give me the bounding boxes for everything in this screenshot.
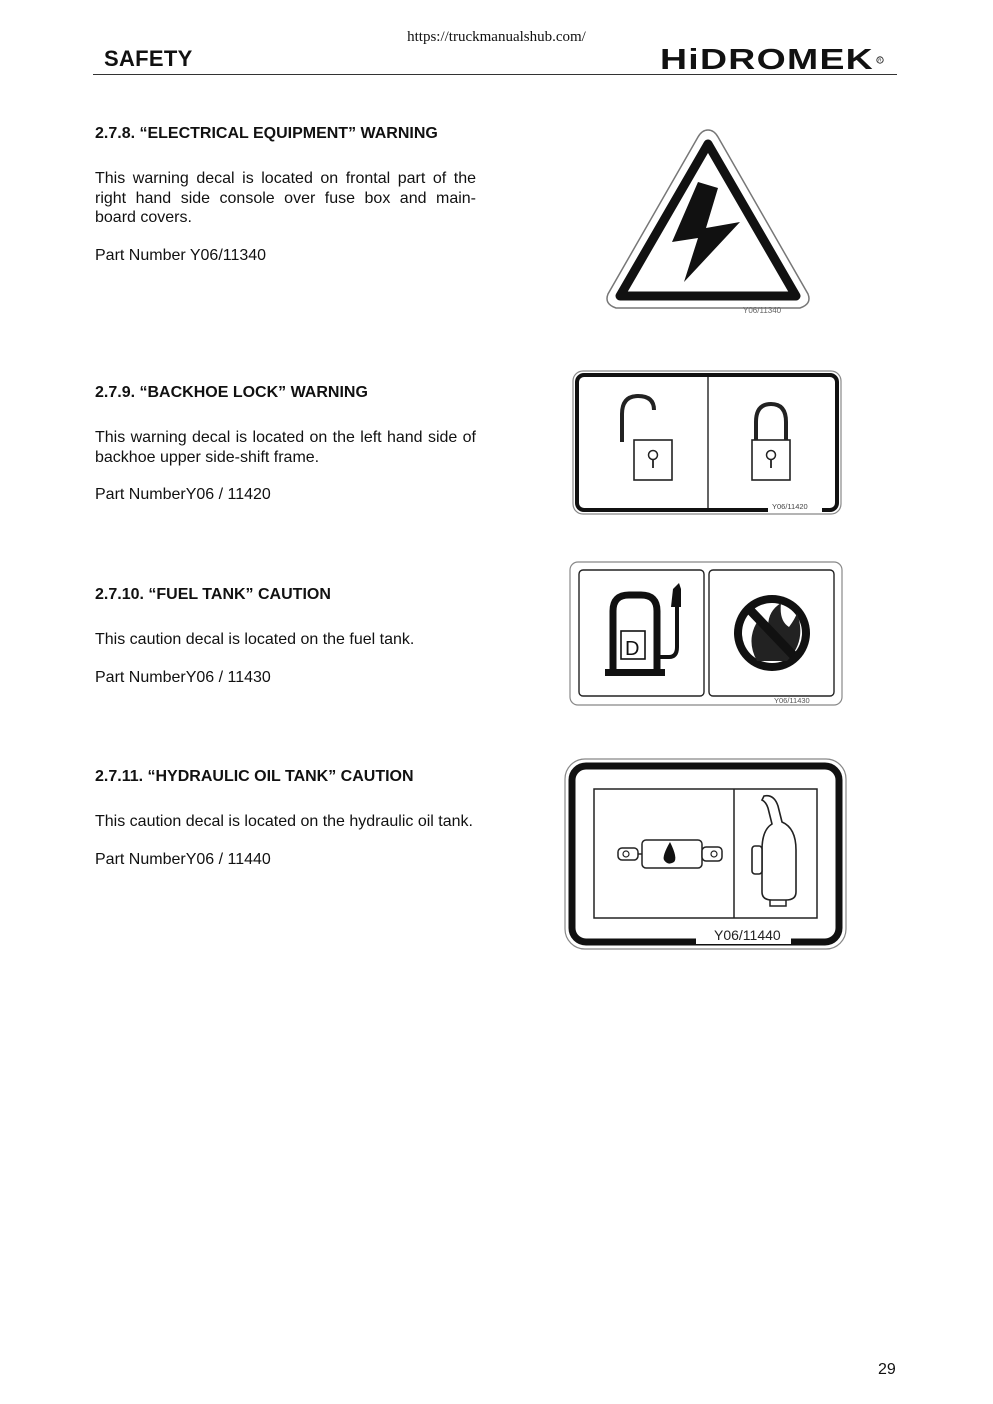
section-backhoe-lock [95,383,476,523]
decal-code: Y06/11420 [772,502,808,511]
part-number: Part NumberY06 / 11420 [95,486,271,503]
fuel-type-letter: D [625,638,640,660]
section-heading: 2.7.10. “FUEL TANK” CAUTION [95,586,331,603]
page-number: 29 [878,1361,896,1378]
section-heading: 2.7.11. “HYDRAULIC OIL TANK” CAUTION [95,768,414,785]
source-url: https://truckmanualshub.com/ [407,29,586,45]
decal-code: Y06/11340 [743,306,782,315]
backhoe-lock-decal [572,370,843,516]
section-description: This warning decal is located on frontal part of the right hand side console over fuse box and main-board covers. [95,170,476,226]
part-number: Part NumberY06 / 11440 [95,850,271,868]
section-electrical-equipment [95,124,476,283]
section-heading: 2.7.8. “ELECTRICAL EQUIPMENT” WARNING [95,125,438,142]
svg-text:R: R [878,57,882,63]
hydraulic-oil-tank-decal [564,758,848,951]
section-description: This warning decal is located on the left hand side of backhoe upper side-shift frame. [95,429,476,466]
header-divider [93,74,897,75]
hidromek-logo [660,46,885,72]
page-header-title: SAFETY [104,46,193,71]
logo-text: HiDROMEK [660,46,874,72]
section-description: This caution decal is located on the fuel tank. [95,631,415,648]
section-fuel-tank [95,585,476,705]
part-number: Part NumberY06 / 11430 [95,668,271,686]
fuel-tank-decal [569,561,844,707]
section-hydraulic-oil-tank [95,767,476,887]
decal-code: Y06/11430 [774,696,810,705]
electrical-warning-decal [600,124,816,318]
section-heading: 2.7.9. “BACKHOE LOCK” WARNING [95,384,368,401]
part-number: Part Number Y06/11340 [95,246,267,264]
no-open-flame-icon [734,595,810,671]
decal-code: Y06/11440 [714,927,781,943]
section-description: This caution decal is located on the hydraulic oil tank. [95,813,473,830]
